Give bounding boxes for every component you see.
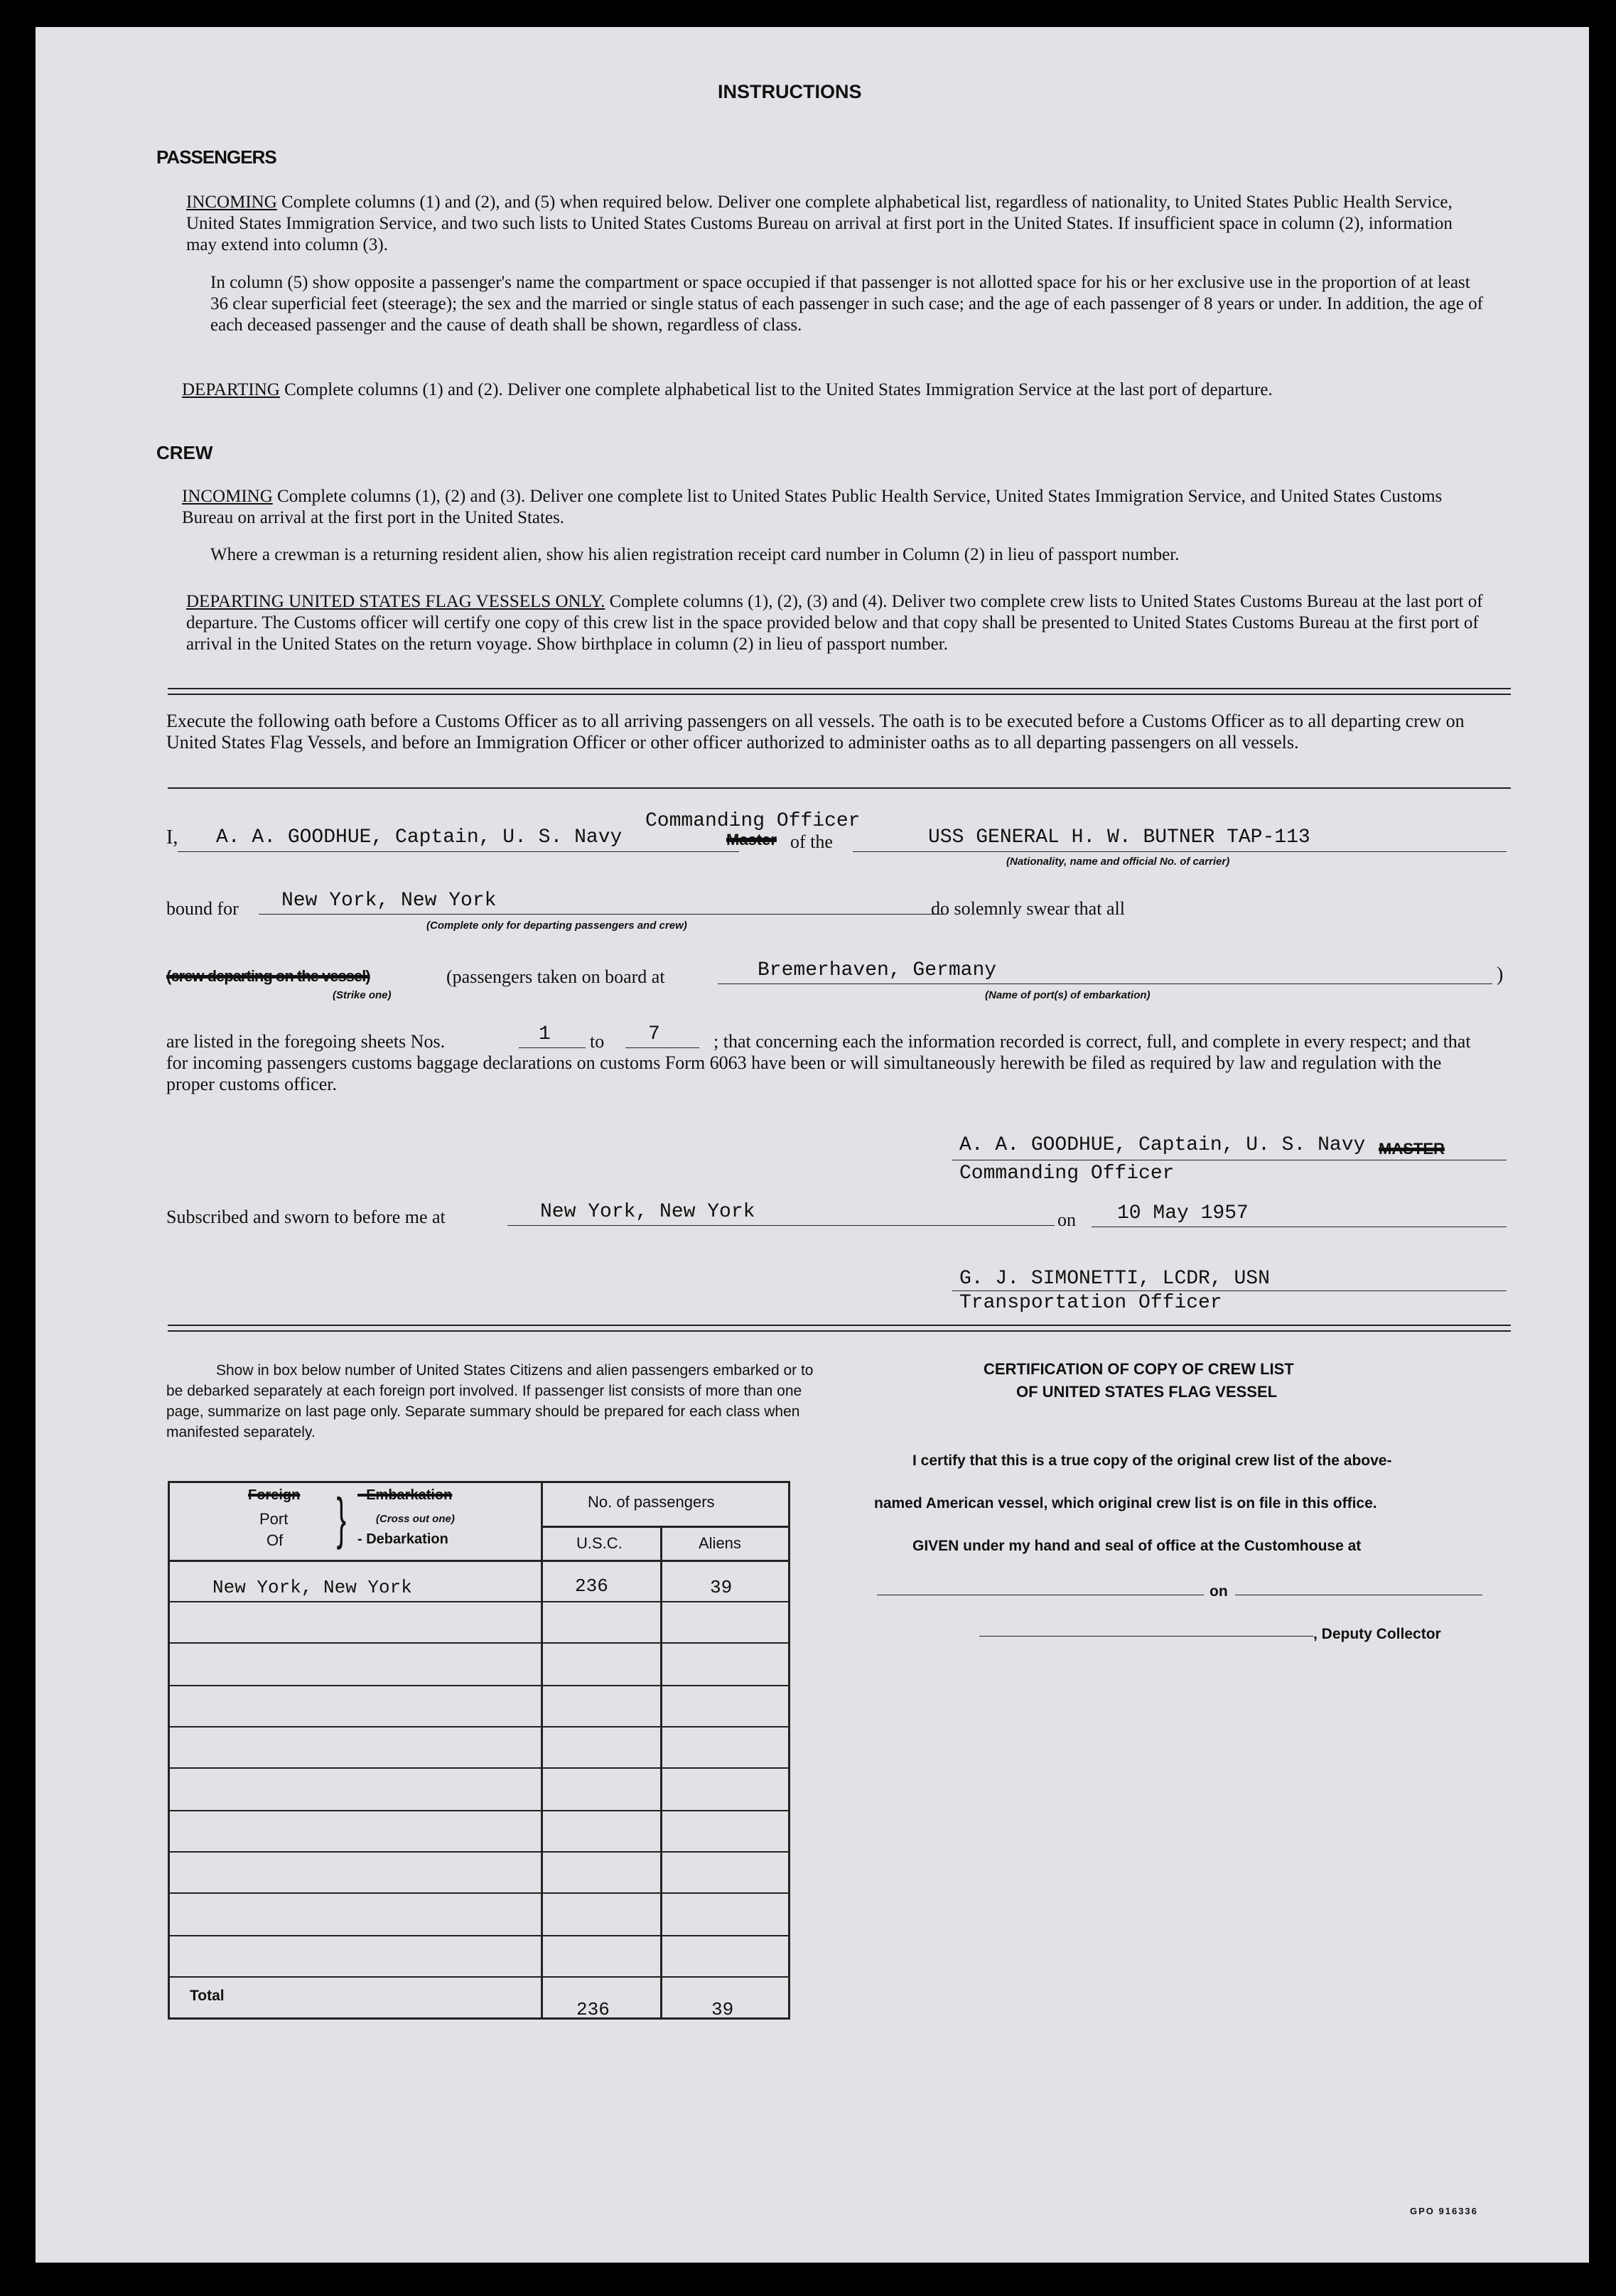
divider-rule: [168, 694, 1511, 695]
port-caption: (Name of port(s) of embarkation): [985, 989, 1151, 1001]
divider-rule: [168, 1325, 1511, 1326]
officer-title: Transportation Officer: [959, 1292, 1222, 1314]
certification-heading-2: OF UNITED STATES FLAG VESSEL: [1016, 1383, 1278, 1401]
vessel-caption: (Nationality, name and official No. of carrier): [1006, 856, 1230, 868]
col-of-word: Of: [266, 1531, 284, 1549]
subscribed-label: Subscribed and sworn to before me at: [166, 1207, 446, 1227]
struck-master-signature: MASTER: [1379, 1140, 1445, 1158]
col-embarkation: - Embarkation: [357, 1487, 453, 1503]
subscribed-place: New York, New York: [540, 1201, 755, 1223]
certification-on-label: on: [1210, 1583, 1228, 1600]
crew-heading: CREW: [156, 442, 213, 463]
crew-incoming-text: Complete columns (1), (2) and (3). Deliver one complete list to United States Public Health Service, United States Immigration Service, and United States Customs Bureau on arrival at the first port in the United States.: [182, 487, 1443, 527]
crew-resident-paragraph: Where a crewman is a returning resident alien, show his alien registration receipt card number in Column (2) in lieu of passport number.: [210, 545, 1180, 564]
signature-name: A. A. GOODHUE, Captain, U. S. Navy: [959, 1134, 1366, 1156]
divider-rule: [168, 688, 1511, 689]
name-underline: [178, 851, 739, 852]
divider-rule: [168, 1330, 1511, 1332]
total-aliens: 39: [711, 1999, 734, 2020]
oath-instructions: Execute the following oath before a Customs Officer as to all arriving passengers on all vessels. The oath is to be executed before a Customs Officer as to all departing crew on United States Flag Vessels, and before an Immigration Officer or other officer authorized to administer oaths as to all departing passengers on all vessels.: [166, 711, 1465, 753]
col-usc: U.S.C.: [576, 1534, 623, 1552]
date-value: 10 May 1957: [1117, 1202, 1249, 1224]
passengers-incoming-label: INCOMING: [186, 193, 277, 212]
row-rule: [170, 1892, 788, 1894]
passengers-departing-paragraph: [182, 379, 1490, 401]
col-cross-out: (Cross out one): [376, 1513, 455, 1525]
row-rule: [170, 1642, 788, 1644]
bound-for-value: New York, New York: [281, 890, 497, 912]
row-rule: [170, 1935, 788, 1936]
crew-departing-text: Complete columns (1), (2), (3) and (4). Deliver two complete crew lists to United States Customs Bureau at the last port of departure. The Customs officer will certify one copy of this crew list in the space provided below and that copy shall be presented to United States Customs Bureau at the first port of arrival in the United States on the return voyage. Show birthplace in column (2) in lieu of passport number.: [186, 592, 1483, 654]
close-paren: ): [1497, 964, 1504, 986]
oath-name: A. A. GOODHUE, Captain, U. S. Navy: [216, 826, 623, 848]
oath-of-the: of the: [790, 831, 833, 852]
passengers-incoming-text: Complete columns (1) and (2), and (5) when required below. Deliver one complete alphabetical list, regardless of nationality, to United States Public Health Service, United States Immigration Service, and two such lists to United States Customs Bureau on arrival at first port in the United States. If insufficient space in column (2), information may extend into column (3).: [186, 193, 1453, 254]
bound-for-caption: (Complete only for departing passengers and crew): [426, 920, 687, 932]
certification-text-3: GIVEN under my hand and seal of office at the Customhouse at: [912, 1538, 1362, 1554]
officer-underline: [952, 1290, 1507, 1291]
port-underline: [718, 983, 1492, 984]
row-rule: [170, 1685, 788, 1686]
row-rule: [170, 1726, 788, 1728]
row-port: New York, New York: [212, 1577, 412, 1598]
passengers-heading: PASSENGERS: [156, 146, 276, 168]
col-debarkation: - Debarkation: [357, 1531, 448, 1547]
certification-text-1: I certify that this is a true copy of the original crew list of the above-: [912, 1452, 1392, 1469]
column-divider: [660, 1526, 662, 2017]
total-rule: [170, 1976, 788, 1978]
passengers-column5-paragraph: In column (5) show opposite a passenger's name the compartment or space occupied if that passenger is not allotted space for his or her exclusive use in the proportion of at least 36 clear superficial feet (steerage); the sex and the married or single status of each passenger in such case; and the age of each passenger of 8 years or under. In addition, the age of each deceased passenger and the cause of death shall be shown, regardless of class.: [210, 273, 1483, 335]
crew-incoming-paragraph: [182, 486, 1490, 529]
oath-title-above: Commanding Officer: [645, 810, 861, 832]
strike-caption: (Strike one): [333, 989, 392, 1001]
sheets-prefix: are listed in the foregoing sheets Nos.: [166, 1031, 446, 1052]
footer-code: GPO 916336: [1410, 2206, 1478, 2216]
brace-icon: }: [336, 1487, 347, 1550]
swear-text: do solemnly swear that all: [931, 898, 1125, 919]
passengers-departing-label: DEPARTING: [182, 380, 280, 399]
row-rule: [170, 1767, 788, 1769]
sheet-to: 7: [648, 1023, 660, 1045]
to-label: to: [590, 1031, 605, 1052]
port-of-embarkation: Bremerhaven, Germany: [758, 959, 997, 981]
col-no-passengers: No. of passengers: [588, 1493, 715, 1511]
row-rule: [170, 1601, 788, 1602]
crew-incoming-label: INCOMING: [182, 487, 273, 506]
document-page: [36, 27, 1589, 2263]
passenger-summary-table: [168, 1481, 790, 2020]
officer-name: G. J. SIMONETTI, LCDR, USN: [959, 1268, 1270, 1290]
total-label: Total: [190, 1988, 225, 2004]
passengers-taken-text: (passengers taken on board at: [446, 966, 665, 987]
summary-instructions: Show in box below number of United States Citizens and alien passengers embarked or to be debarked separately at each foreign port involved. If passenger list consists of more than one page, summarize on last page only. Separate summary should be prepared for each class when manifested separately.: [166, 1362, 814, 1440]
divider-rule: [168, 787, 1511, 789]
deputy-collector-label: , Deputy Collector: [1313, 1626, 1441, 1642]
certification-heading-1: CERTIFICATION OF COPY OF CREW LIST: [984, 1360, 1294, 1378]
vessel-name: USS GENERAL H. W. BUTNER TAP-113: [928, 826, 1310, 848]
subheader-rule: [541, 1526, 788, 1528]
page-title: INSTRUCTIONS: [718, 81, 862, 102]
bound-for-label: bound for: [166, 898, 239, 919]
sheets-suffix: ; that concerning each the information recorded is correct, full, and complete in every respect; and that for incoming passengers customs baggage declarations on customs Form 6063 have been or will simultaneously herewith be filed as required by law and regulation with the proper customs officer.: [166, 1031, 1471, 1094]
row-rule: [170, 1851, 788, 1853]
oath-i-label: I,: [166, 826, 178, 848]
col-aliens: Aliens: [699, 1534, 741, 1552]
certification-text-2: named American vessel, which original crew list is on file in this office.: [874, 1495, 1377, 1511]
total-usc: 236: [576, 1999, 610, 2020]
passengers-departing-text: Complete columns (1) and (2). Deliver one complete alphabetical list to the United States Immigration Service at the last port of departure.: [284, 380, 1273, 399]
passengers-incoming-paragraph: [186, 192, 1487, 256]
deputy-line: [979, 1636, 1313, 1637]
col-port-word: Port: [259, 1510, 289, 1528]
struck-master-word: Master: [726, 831, 777, 848]
crew-departing-label: DEPARTING UNITED STATES FLAG VESSELS ONLY.: [186, 592, 605, 611]
col-port-foreign: Foreign: [248, 1487, 301, 1503]
row-usc: 236: [575, 1575, 608, 1597]
on-label: on: [1057, 1209, 1076, 1230]
struck-crew-option: (crew departing on the vessel): [166, 967, 370, 985]
row-rule: [170, 1810, 788, 1811]
bound-for-underline: [259, 914, 944, 915]
sheet-from: 1: [539, 1023, 551, 1045]
column-divider: [541, 1483, 543, 2017]
subscribed-underline: [507, 1225, 1055, 1226]
vessel-underline: [853, 851, 1507, 852]
signature-title: Commanding Officer: [959, 1163, 1175, 1185]
row-aliens: 39: [710, 1577, 733, 1598]
crew-departing-paragraph: [186, 591, 1490, 655]
